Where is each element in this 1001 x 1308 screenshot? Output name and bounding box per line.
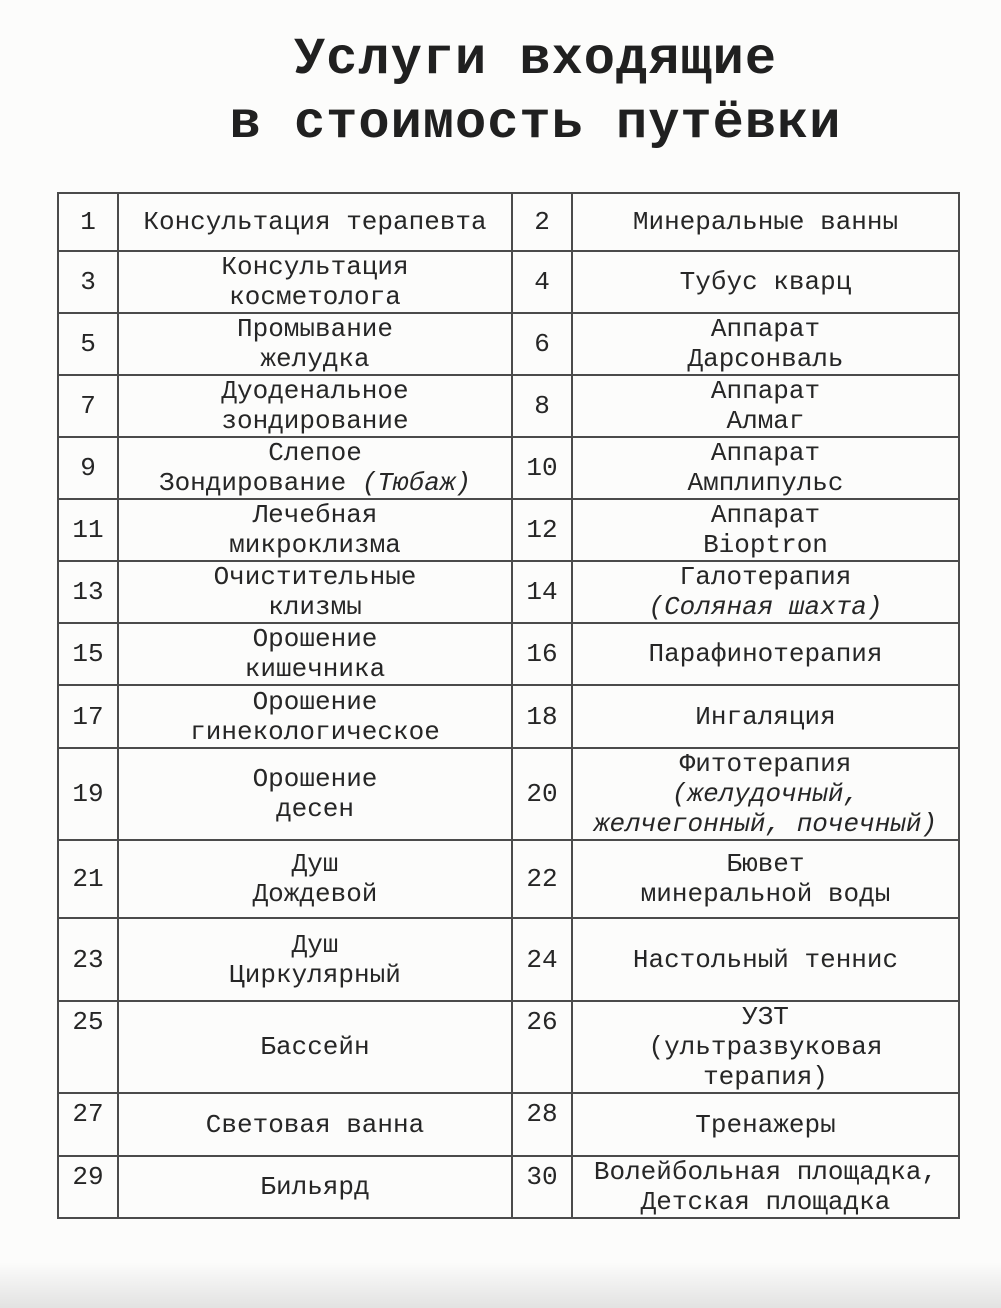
title-line-1: Услуги входящие [293,30,778,89]
service-number: 19 [58,748,118,840]
table-row [58,1093,959,1156]
service-name: Аппарат Амплипульс [572,437,959,499]
table-row [58,623,959,685]
service-number: 12 [512,499,572,561]
service-name: Ингаляция [572,685,959,748]
service-name: Лечебная микроклизма [118,499,512,561]
service-number: 14 [512,561,572,623]
service-number: 11 [58,499,118,561]
service-number: 18 [512,685,572,748]
service-name: Бювет минеральной воды [572,840,959,918]
table-row [58,561,959,623]
service-number: 4 [512,251,572,313]
service-number: 8 [512,375,572,437]
table-row [58,685,959,748]
service-name: Консультация косметолога [118,251,512,313]
table-row [58,251,959,313]
service-number: 29 [58,1156,118,1218]
service-number: 20 [512,748,572,840]
service-name: Душ Дождевой [118,840,512,918]
service-number: 30 [512,1156,572,1218]
table-row [58,499,959,561]
service-number: 17 [58,685,118,748]
service-number: 2 [512,193,572,251]
service-name: Орошение гинекологическое [118,685,512,748]
table-row [58,1156,959,1218]
service-number: 10 [512,437,572,499]
service-name: Орошение десен [118,748,512,840]
table-row [58,375,959,437]
service-name: Аппарат Алмаг [572,375,959,437]
service-number: 22 [512,840,572,918]
table-row [58,748,959,840]
service-number: 9 [58,437,118,499]
service-name: Световая ванна [118,1093,512,1156]
service-name: Дуоденальное зондирование [118,375,512,437]
service-number: 25 [58,1001,118,1093]
table-row [58,193,959,251]
service-number: 6 [512,313,572,375]
service-name: Фитотерапия (желудочный, желчегонный, почечный) [572,748,959,840]
service-number: 24 [512,918,572,1001]
service-name: Бильярд [118,1156,512,1218]
page-title [70,28,1001,156]
service-name: Тубус кварц [572,251,959,313]
table-row [58,1001,959,1093]
service-name: Галотерапия (Соляная шахта) [572,561,959,623]
service-number: 16 [512,623,572,685]
service-name: Минеральные ванны [572,193,959,251]
service-name: Орошение кишечника [118,623,512,685]
service-number: 27 [58,1093,118,1156]
table-row [58,918,959,1001]
service-name: УЗТ (ультразвуковая терапия) [572,1001,959,1093]
service-number: 15 [58,623,118,685]
service-name: Душ Циркулярный [118,918,512,1001]
service-name: Промывание желудка [118,313,512,375]
service-name: Аппарат Дарсонваль [572,313,959,375]
table-row [58,437,959,499]
table-row [58,840,959,918]
service-name: Аппарат Bioptron [572,499,959,561]
service-name: Бассейн [118,1001,512,1093]
service-name: Тренажеры [572,1093,959,1156]
services-table [57,192,960,1219]
table-row [58,313,959,375]
service-number: 26 [512,1001,572,1093]
service-name: Волейбольная площадка, Детская площадка [572,1156,959,1218]
service-number: 23 [58,918,118,1001]
service-name: Слепое Зондирование (Тюбаж) [118,437,512,499]
service-number: 3 [58,251,118,313]
service-number: 7 [58,375,118,437]
service-name: Консультация терапевта [118,193,512,251]
service-number: 28 [512,1093,572,1156]
service-number: 21 [58,840,118,918]
service-number: 13 [58,561,118,623]
title-line-2: в стоимость путёвки [229,94,842,153]
service-name: Парафинотерапия [572,623,959,685]
service-number: 1 [58,193,118,251]
service-name: Настольный теннис [572,918,959,1001]
service-name: Очистительные клизмы [118,561,512,623]
services-table-body [58,193,959,1218]
service-number: 5 [58,313,118,375]
